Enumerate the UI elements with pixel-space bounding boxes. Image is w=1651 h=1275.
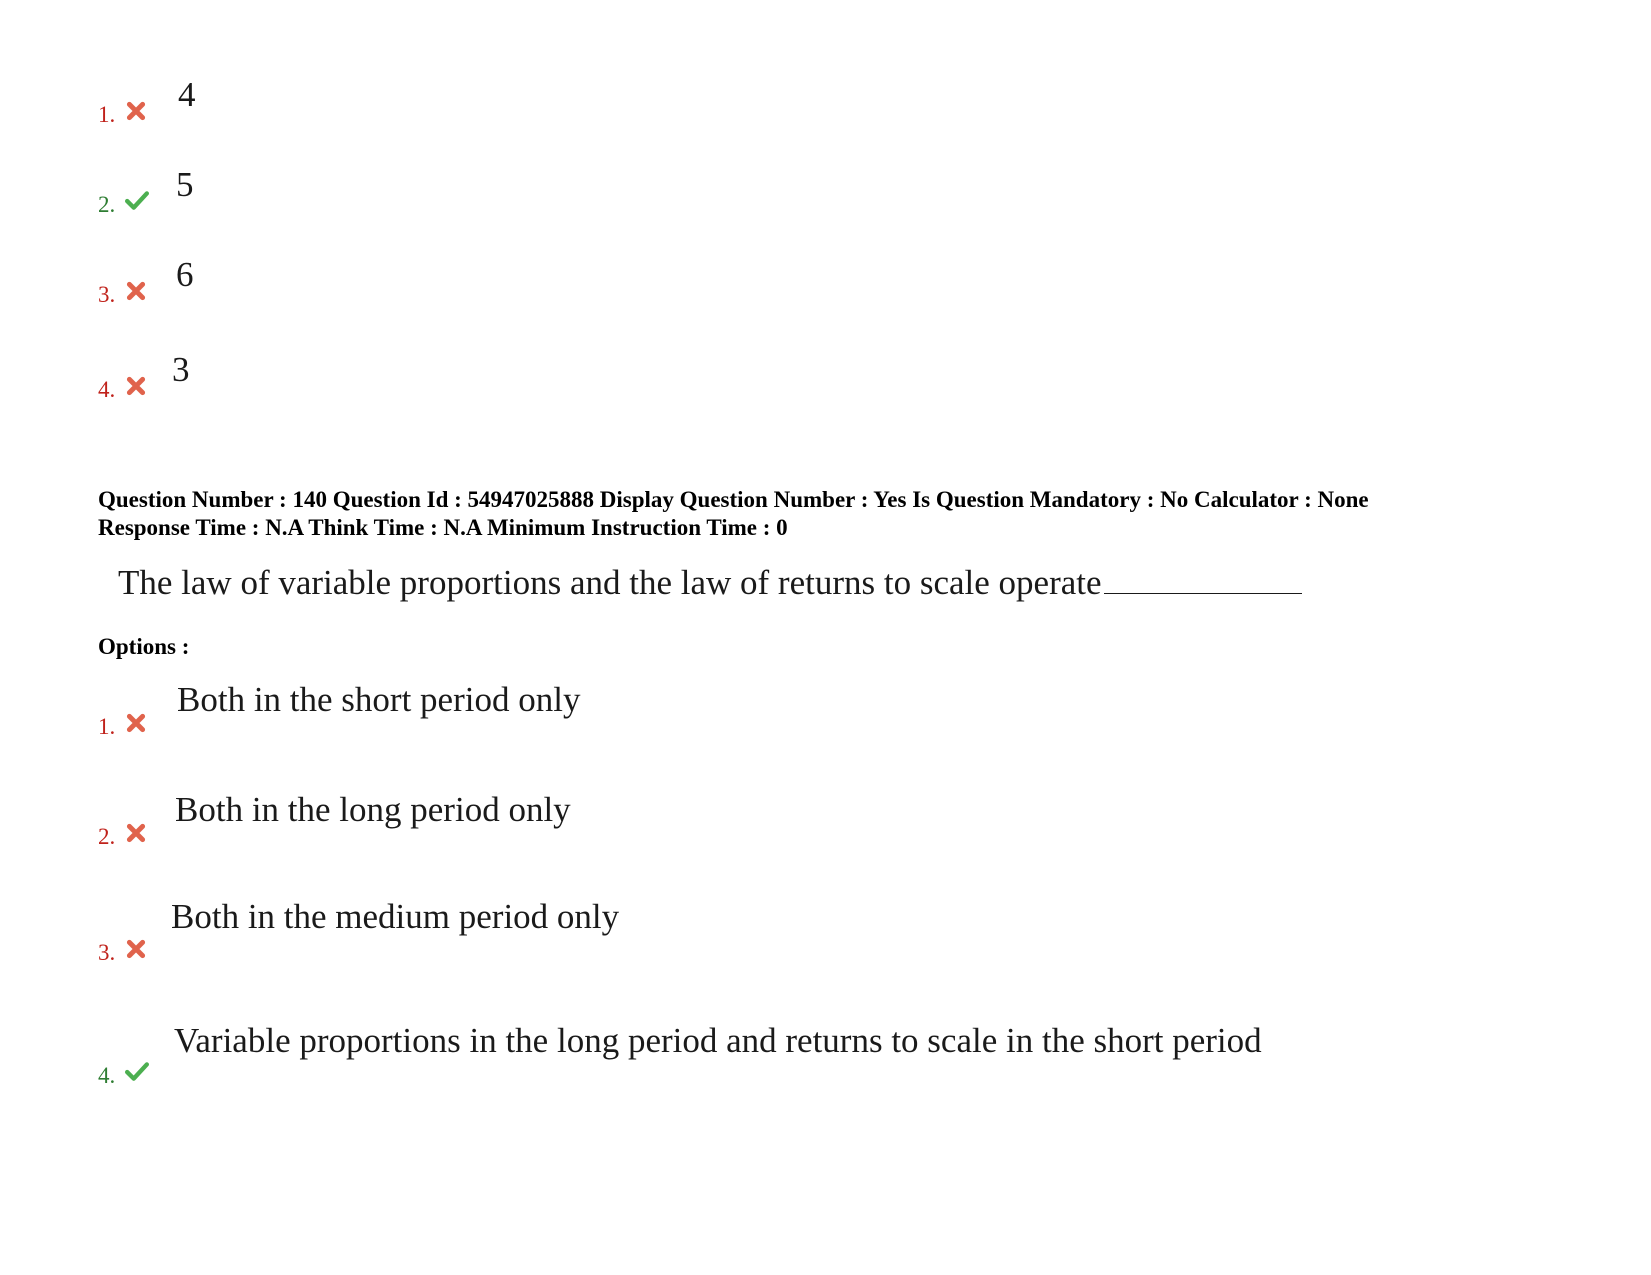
option-number: 1.: [98, 714, 116, 739]
option-text: Variable proportions in the long period and returns to scale in the short period: [174, 1021, 1262, 1060]
option-text: Both in the short period only: [177, 680, 581, 719]
prev-option-3: [0, 255, 1651, 315]
prev-option-1: [0, 75, 1651, 135]
option-text: Both in the long period only: [175, 790, 571, 829]
option-1: [0, 680, 1651, 740]
cross-icon: [125, 100, 147, 122]
check-icon: [125, 189, 149, 211]
option-text: 3: [172, 350, 190, 389]
option-3: [0, 897, 1651, 965]
question-meta-line2: Response Time : N.A Think Time : N.A Minimum Instruction Time : 0: [98, 515, 788, 540]
option-number: 1.: [98, 102, 116, 127]
option-number: 3.: [98, 282, 116, 307]
option-2: [0, 790, 1651, 850]
option-number: 3.: [98, 940, 116, 965]
option-text: 5: [176, 165, 194, 204]
answer-blank: [1104, 565, 1302, 594]
option-number: 4.: [98, 1063, 116, 1088]
option-number: 4.: [98, 377, 116, 402]
option-text: 4: [178, 75, 196, 114]
question-text: [118, 563, 1302, 603]
question-meta-line1: Question Number : 140 Question Id : 54947025888 Display Question Number : Yes Is Question Mandatory : No Calculator : None: [98, 487, 1369, 512]
cross-icon: [125, 280, 147, 302]
cross-icon: [125, 822, 147, 844]
prev-option-2: [0, 165, 1651, 225]
options-label: Options :: [98, 634, 190, 659]
option-number: 2.: [98, 192, 116, 217]
cross-icon: [125, 938, 147, 960]
option-4: [0, 1021, 1651, 1088]
option-text: Both in the medium period only: [171, 897, 620, 936]
prev-option-4: [0, 350, 1651, 410]
option-text: 6: [176, 255, 194, 294]
check-icon: [125, 1060, 149, 1082]
question-text-content: The law of variable proportions and the law of returns to scale operate: [118, 563, 1102, 602]
cross-icon: [125, 375, 147, 397]
option-number: 2.: [98, 824, 116, 849]
cross-icon: [125, 712, 147, 734]
